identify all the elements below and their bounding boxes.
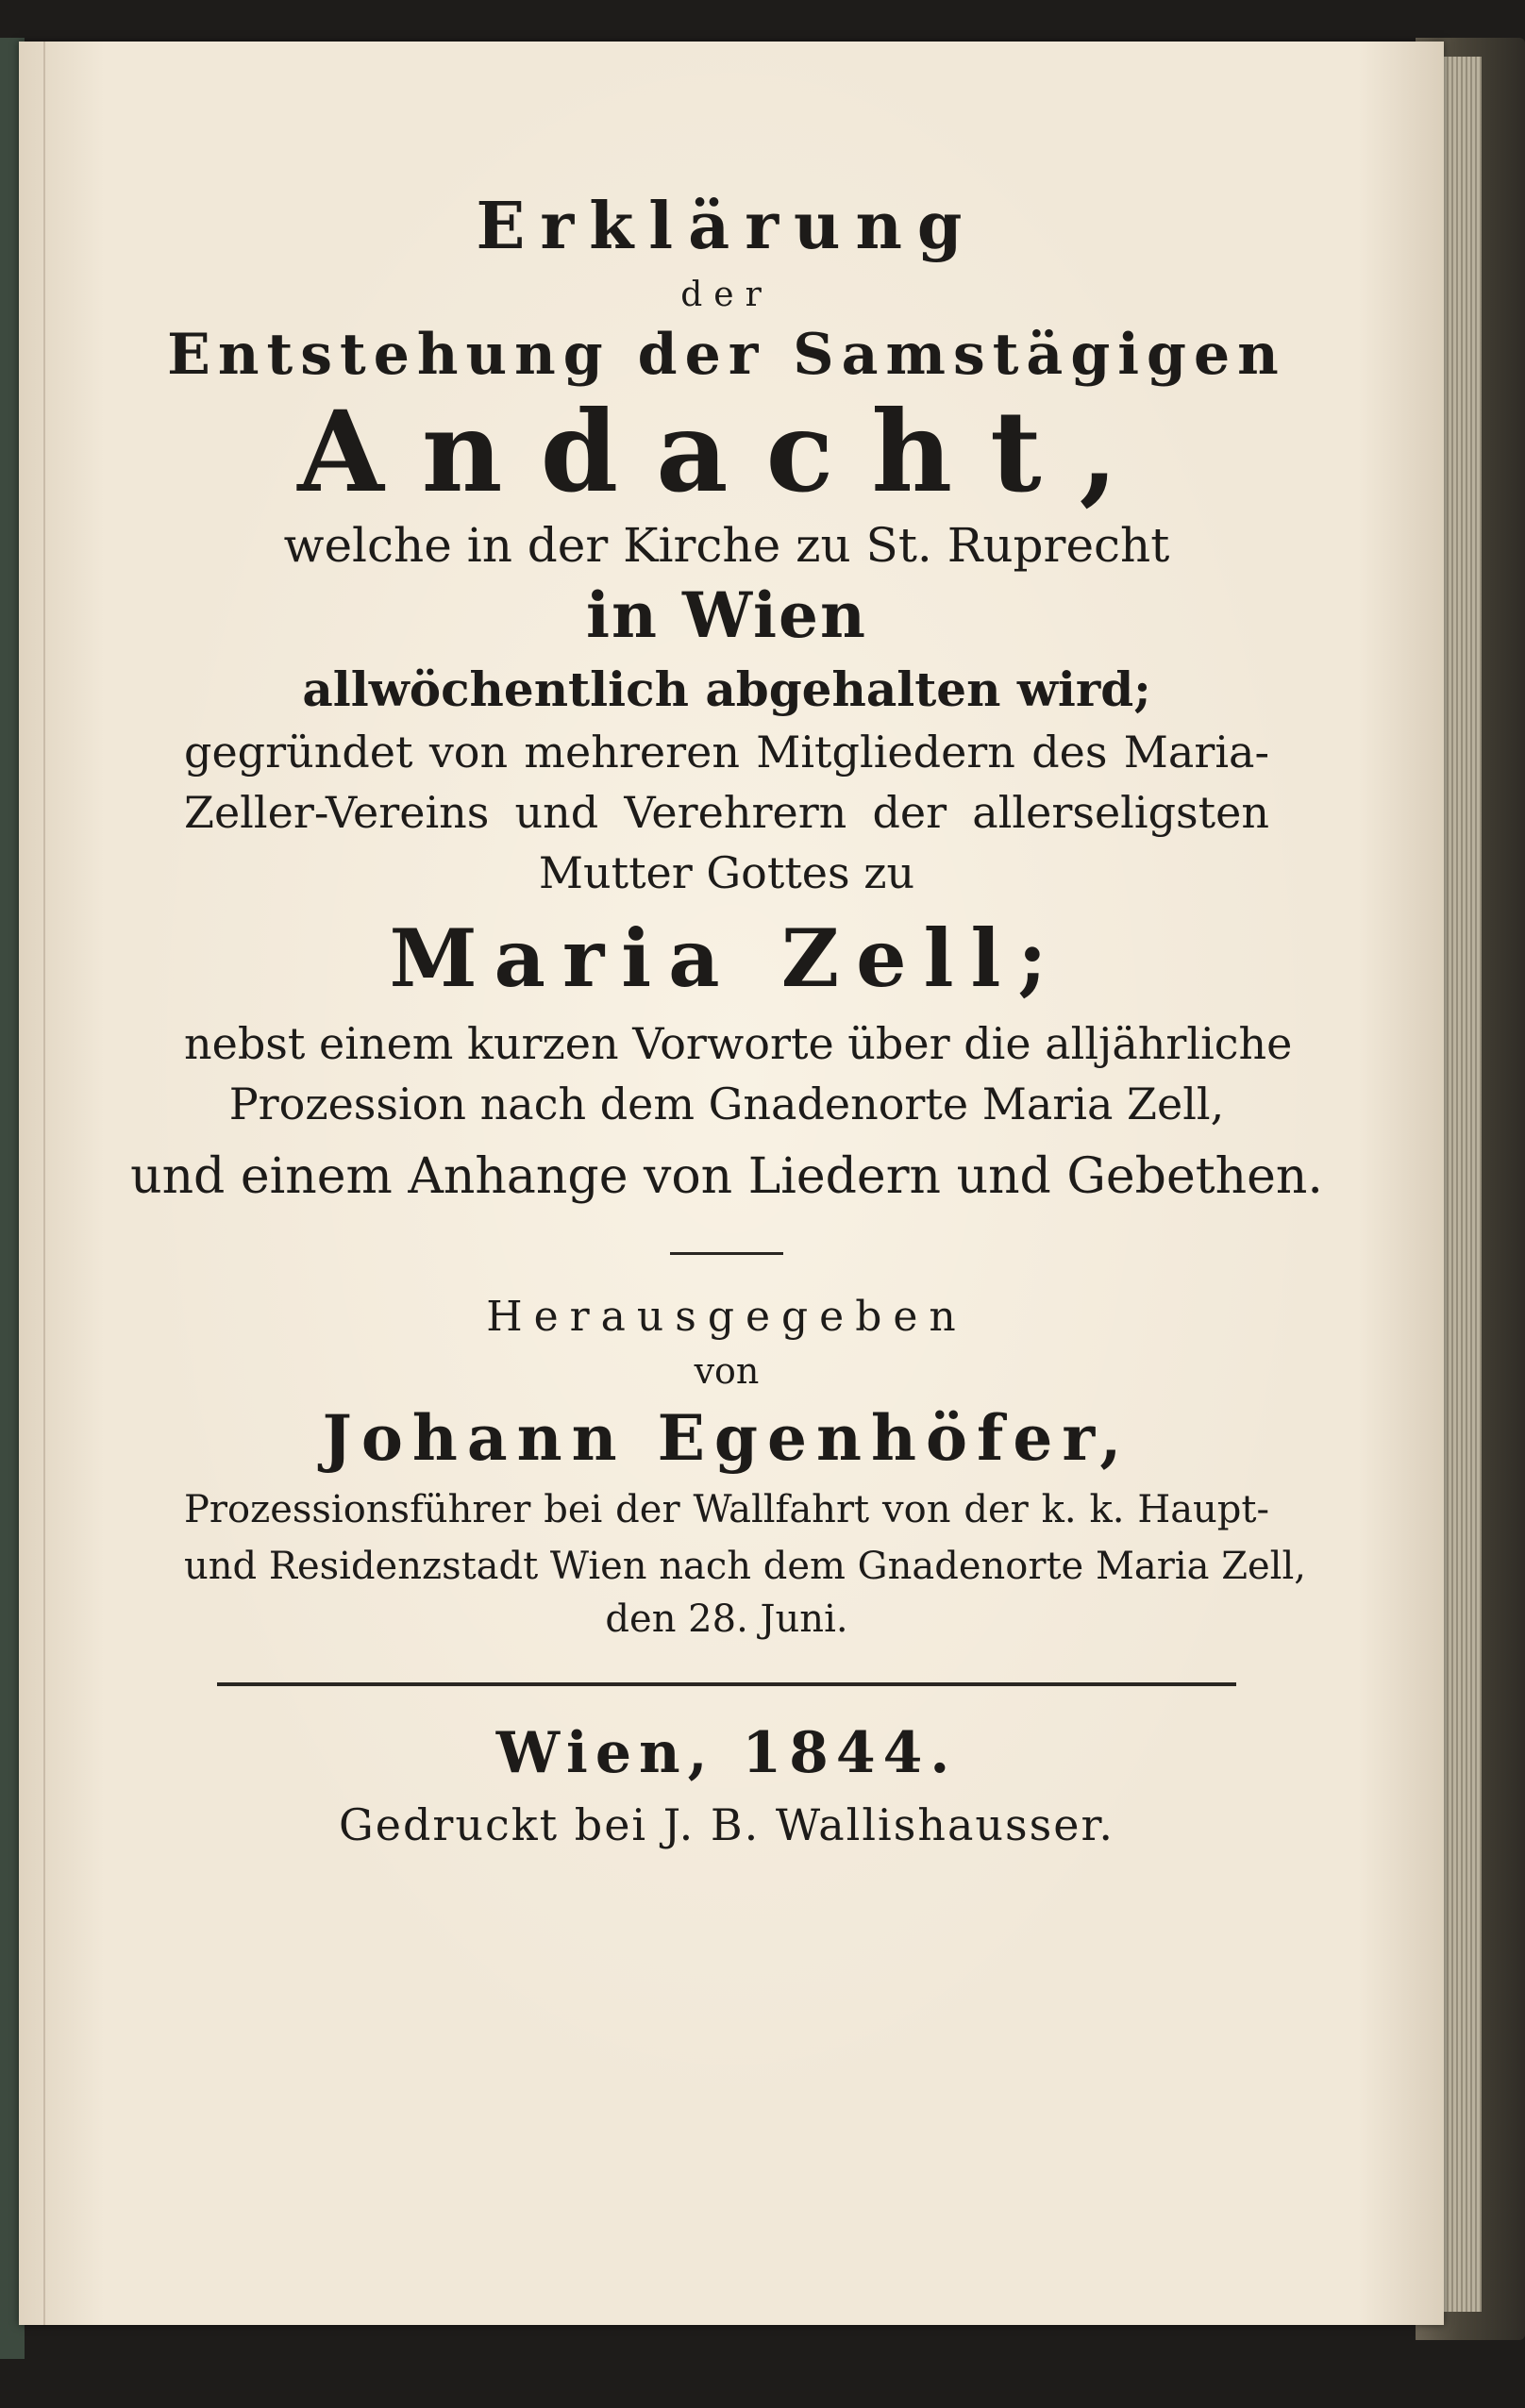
page-edges xyxy=(1444,57,1482,2312)
imprint-place-year: Wien, 1844. xyxy=(495,1719,958,1786)
editor-date: den 28. Juni. xyxy=(605,1597,848,1641)
title-zeller-vereins: Zeller-Vereins und Verehrern der allerseligsten xyxy=(184,786,1269,838)
title-entstehung: Entstehung der Samstägigen xyxy=(167,322,1286,388)
title-gegruendet: gegründet von mehreren Mitgliedern des Maria- xyxy=(184,726,1269,778)
title-erklaerung: Erklärung xyxy=(476,189,978,264)
title-anhang: und einem Anhange von Liedern und Gebethen. xyxy=(130,1147,1323,1205)
title-nebst: nebst einem kurzen Vorworte über die alljährliche xyxy=(184,1017,1293,1069)
editor-role-line1: Prozessionsführer bei der Wallfahrt von der k. k. Haupt- xyxy=(184,1487,1269,1531)
title-prozession: Prozession nach dem Gnadenorte Maria Zell, xyxy=(228,1078,1225,1129)
herausgegeben: Herausgegeben xyxy=(486,1292,967,1341)
title-andacht: Andacht, xyxy=(297,386,1156,517)
long-divider xyxy=(217,1682,1236,1686)
page-gutter xyxy=(43,42,45,2325)
title-mutter-gottes: Mutter Gottes zu xyxy=(538,846,915,898)
title-der: der xyxy=(680,276,773,314)
title-maria-zell: Maria Zell; xyxy=(389,911,1064,1005)
short-divider xyxy=(670,1252,783,1255)
title-in-wien: in Wien xyxy=(585,577,868,652)
von: von xyxy=(694,1349,760,1392)
editor-role-line2: und Residenzstadt Wien nach dem Gnadenorte Maria Zell, xyxy=(184,1544,1306,1588)
title-welche: welche in der Kirche zu St. Ruprecht xyxy=(283,517,1170,573)
title-allwoechentlich: allwöchentlich abgehalten wird; xyxy=(302,661,1151,717)
title-page-text xyxy=(113,189,1340,1850)
editor-name: Johann Egenhöfer, xyxy=(322,1400,1131,1475)
imprint-printer: Gedruckt bei J. B. Wallishausser. xyxy=(338,1798,1115,1850)
